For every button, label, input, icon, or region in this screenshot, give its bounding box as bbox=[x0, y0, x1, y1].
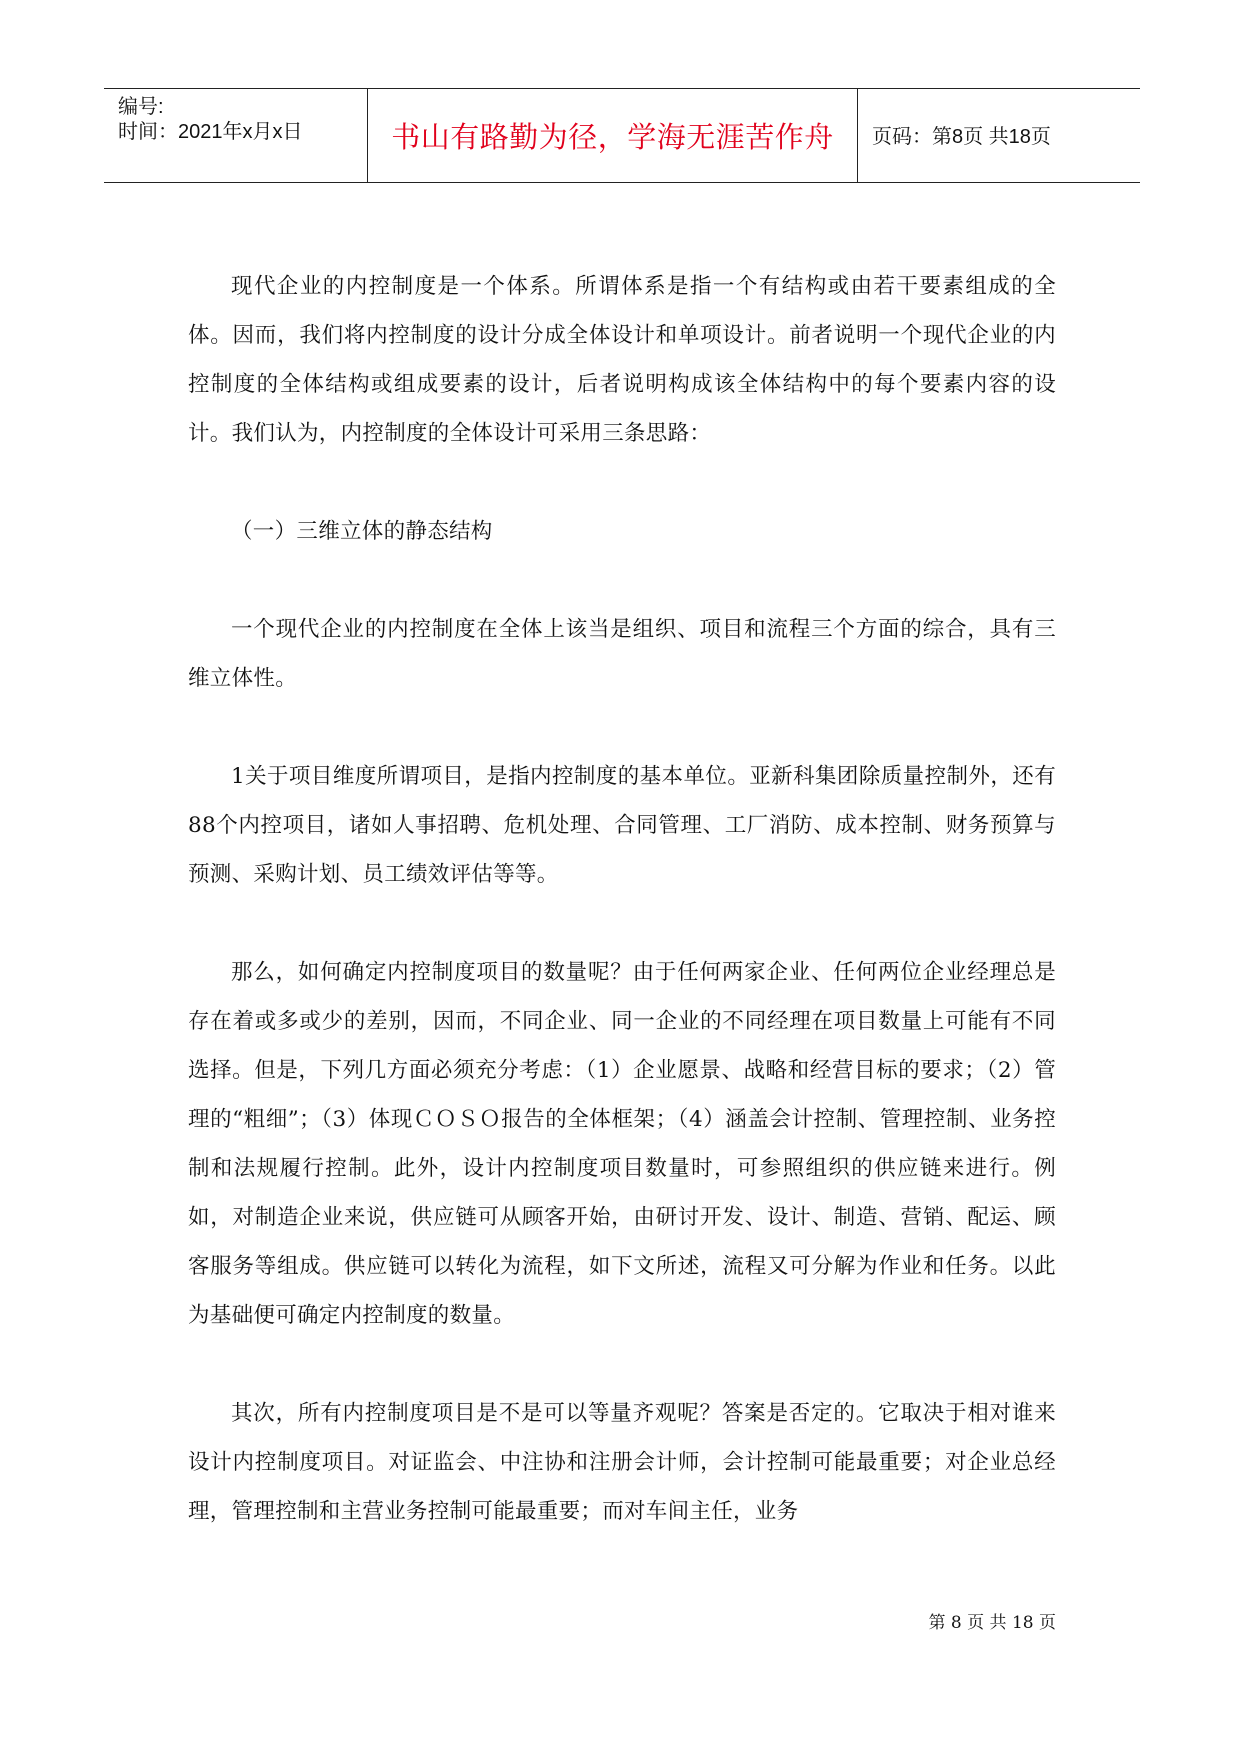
body-paragraph-intro: 现代企业的内控制度是一个体系。所谓体系是指一个有结构或由若干要素组成的全体。因而，我们将内控制度的设计分成全体设计和单项设计。前者说明一个现代企业的内控制度的全体结构或组成要素的设计，后者说明构成该全体结构中的每个要素内容的设计。我们认为，内控制度的全体设计可采用三条思路： bbox=[188, 274, 1056, 446]
document-time-label: 时间：2021年x月x日 bbox=[118, 121, 303, 143]
section-heading: （一）三维立体的静态结构 bbox=[231, 519, 493, 544]
document-body bbox=[188, 262, 1056, 1536]
header-page-label: 页码：第8页 共18页 bbox=[872, 126, 1051, 148]
header-page-cell bbox=[858, 89, 1140, 182]
page-footer: 第 8 页 共 18 页 bbox=[928, 1613, 1056, 1633]
document-header bbox=[104, 88, 1140, 183]
body-paragraph: 1关于项目维度所谓项目，是指内控制度的基本单位。亚新科集团除质量控制外，还有88个内控项目，诸如人事招聘、危机处理、合同管理、工厂消防、成本控制、财务预算与预测、采购计划、员工绩效评估等等。 bbox=[188, 764, 1056, 887]
body-paragraph: 一个现代企业的内控制度在全体上该当是组织、项目和流程三个方面的综合，具有三维立体性。 bbox=[188, 617, 1056, 691]
document-number-label: 编号: bbox=[118, 96, 164, 118]
body-paragraph: 那么，如何确定内控制度项目的数量呢？由于任何两家企业、任何两位企业经理总是存在着或多或少的差别，因而，不同企业、同一企业的不同经理在项目数量上可能有不同选择。但是，下列几方面必须充分考虑：（1）企业愿景、战略和经营目标的要求；（2）管理的“粗细”；（3）体现ＣＯＳＯ报告的全体框架；（4）涵盖会计控制、管理控制、业务控制和法规履行控制。此外，设计内控制度项目数量时，可参照组织的供应链来进行。例如，对制造企业来说，供应链可从顾客开始，由研讨开发、设计、制造、营销、配运、顾客服务等组成。供应链可以转化为流程，如下文所述，流程又可分解为作业和任务。以此为基础便可确定内控制度的数量。 bbox=[188, 960, 1056, 1328]
header-motto-cell bbox=[368, 89, 858, 182]
body-paragraph: 其次，所有内控制度项目是不是可以等量齐观呢？答案是否定的。它取决于相对谁来设计内控制度项目。对证监会、中注协和注册会计师，会计控制可能最重要；对企业总经理，管理控制和主营业务控制可能最重要；而对车间主任，业务 bbox=[188, 1401, 1056, 1524]
header-info-cell bbox=[104, 89, 368, 182]
header-motto: 书山有路勤为径，学海无涯苦作舟 bbox=[391, 120, 834, 154]
